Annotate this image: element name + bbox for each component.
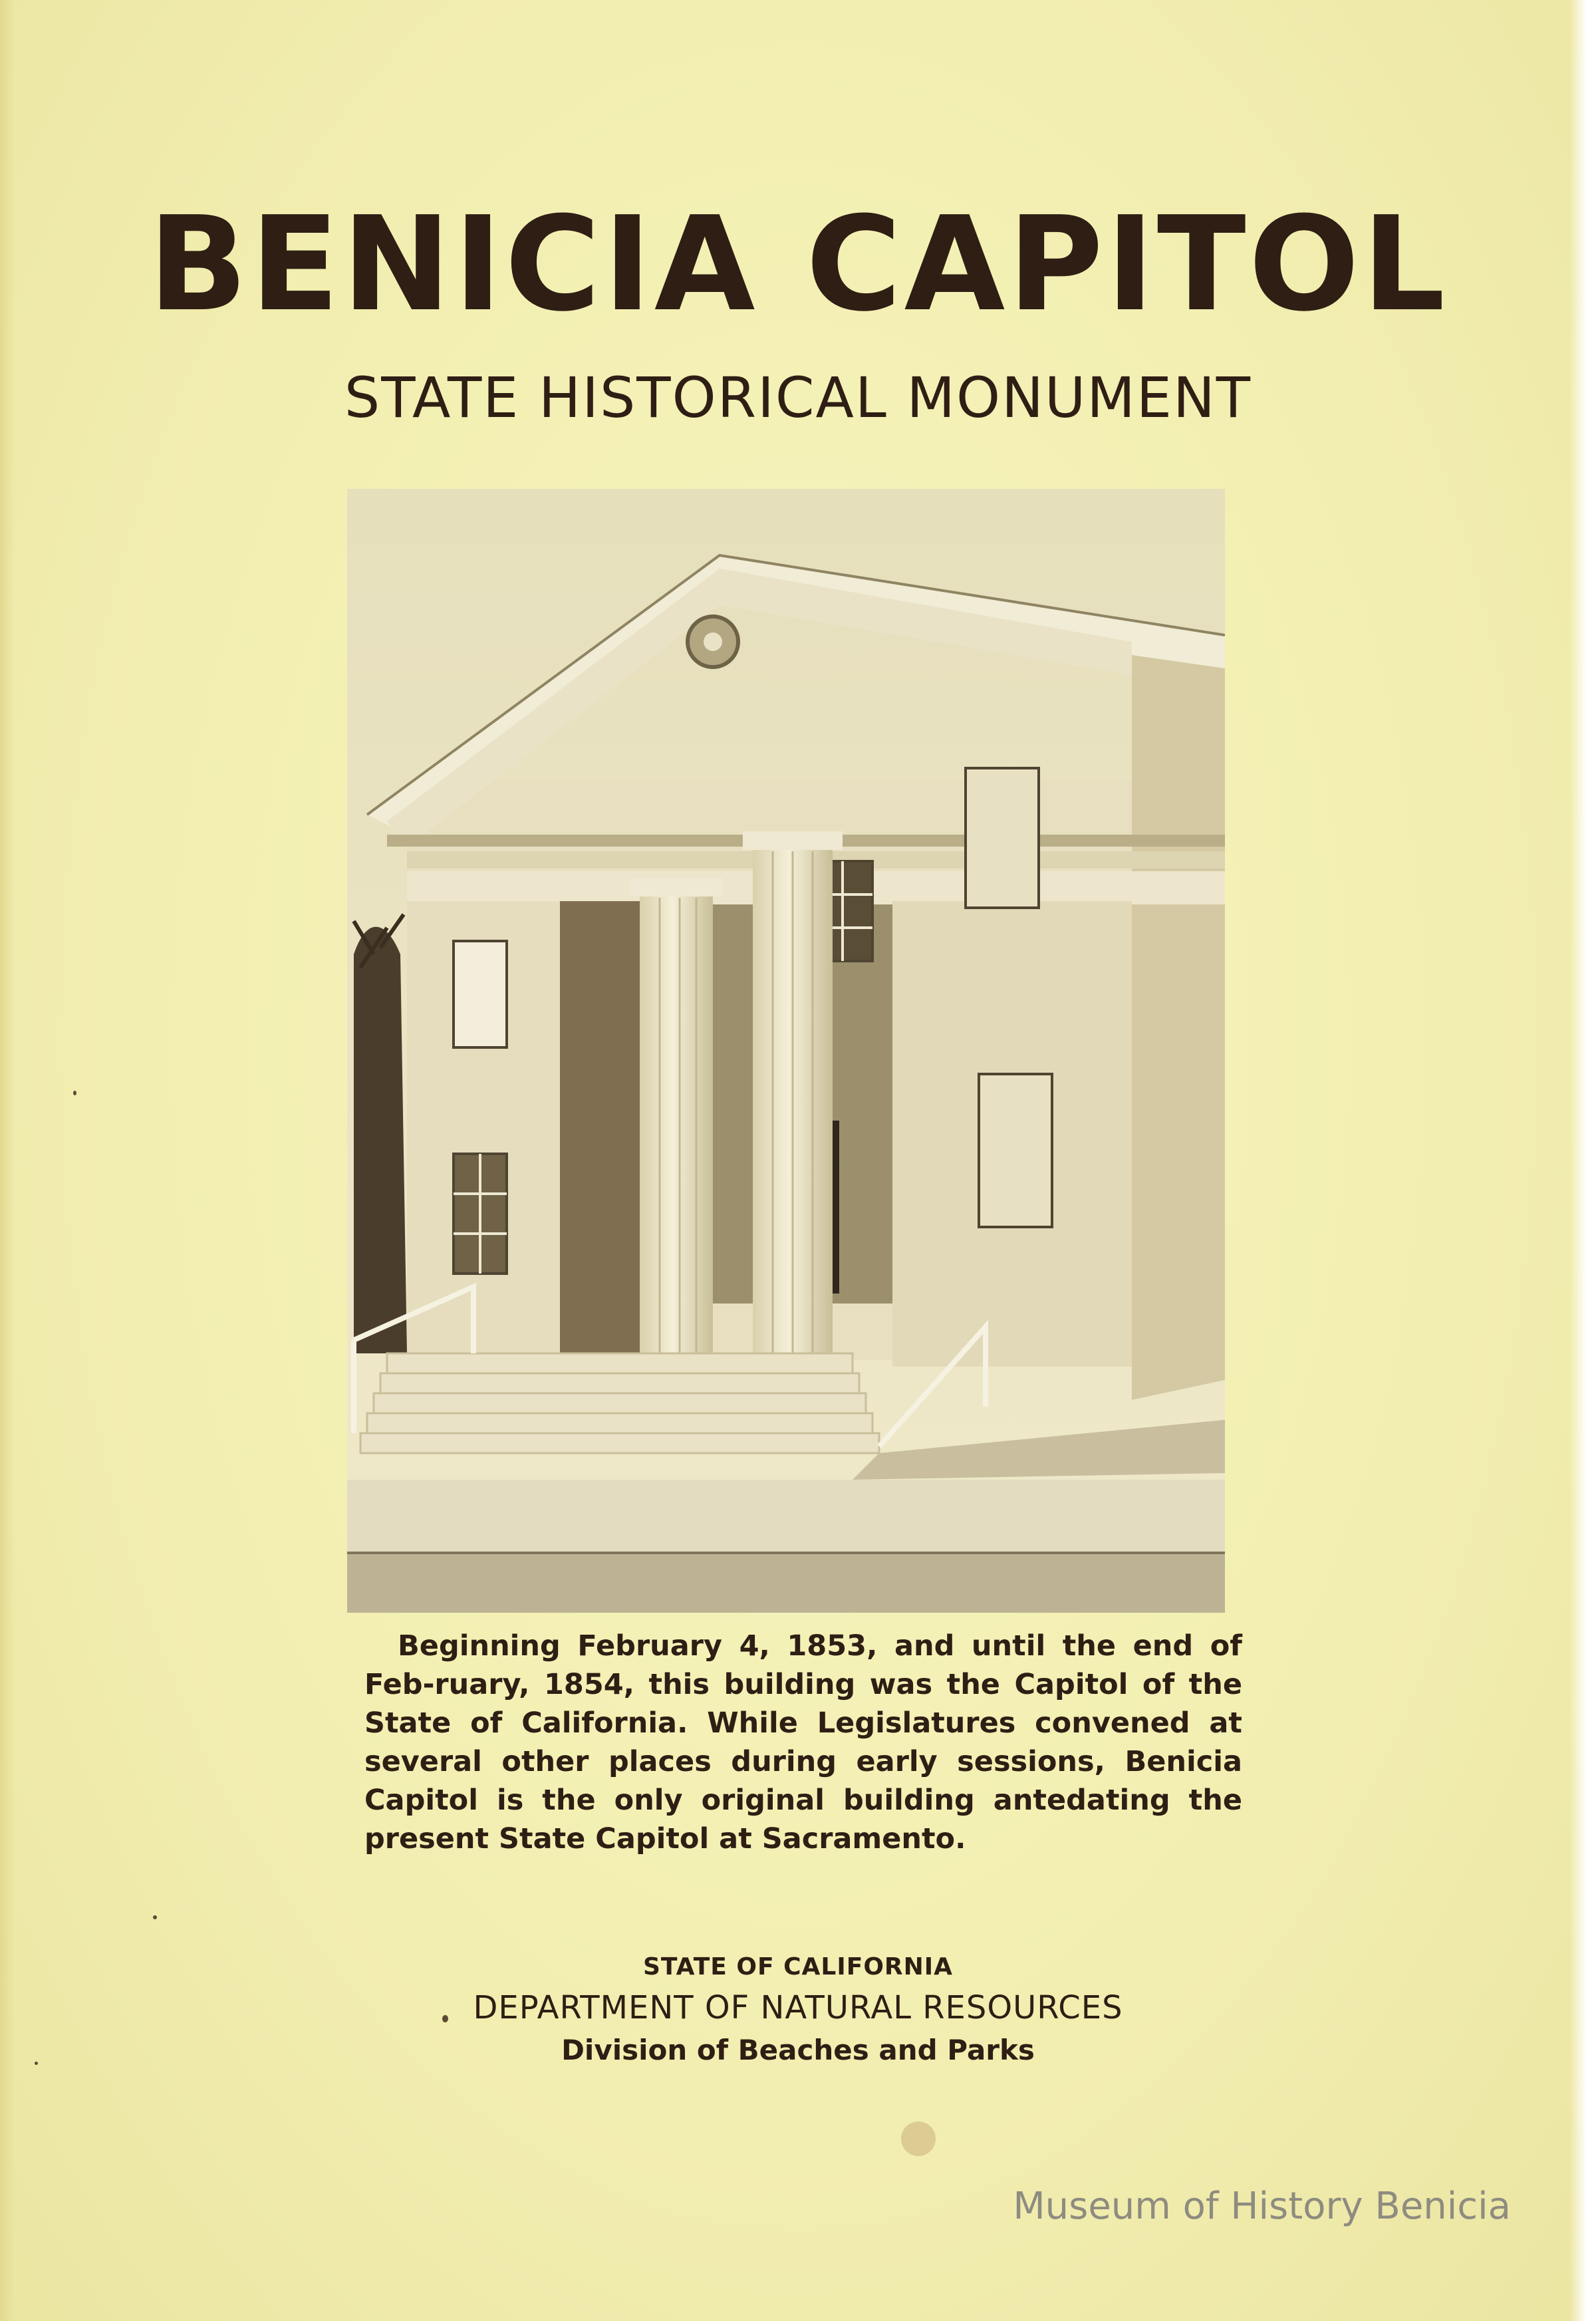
historical-caption: Beginning February 4, 1853, and until the end of Feb-ruary, 1854, this building was the Capitol of the State of California. While Legislatures convened at several other places during early sessions, Benicia Capitol is the only original building antedating the present State Capitol at Sacramento. [364, 1629, 1242, 1855]
paper-stain [901, 2121, 936, 2156]
paper-speck [73, 1091, 76, 1095]
paper-speck [153, 1915, 157, 1919]
paper-speck [442, 2015, 448, 2022]
footer-state: STATE OF CALIFORNIA [642, 1953, 954, 1980]
museum-watermark: Museum of History Benicia [1013, 2185, 1511, 2228]
capitol-building-photo [347, 489, 1225, 1613]
paper-speck [35, 2062, 38, 2065]
footer-division: Division of Beaches and Parks [561, 2034, 1035, 2066]
footer-department: DEPARTMENT OF NATURAL RESOURCES [473, 1989, 1123, 2026]
brochure-subtitle: STATE HISTORICAL MONUMENT [344, 365, 1252, 430]
brochure-title: BENICIA CAPITOL [148, 189, 1448, 341]
